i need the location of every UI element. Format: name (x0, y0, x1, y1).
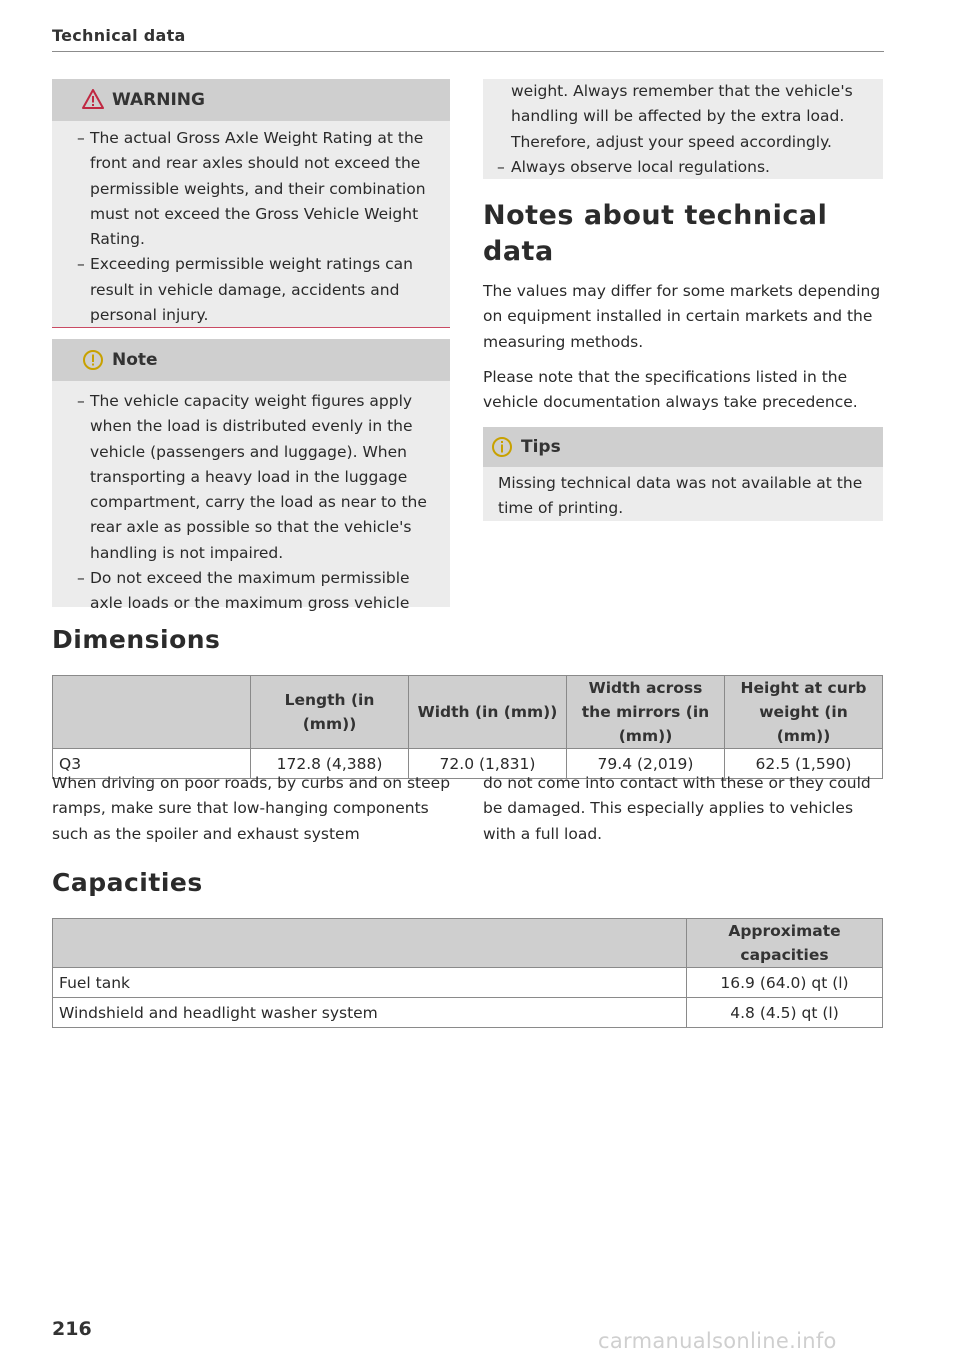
tips-box (483, 427, 883, 521)
header-divider (52, 51, 884, 52)
table-cell: Q3 (53, 749, 251, 779)
table-cell: 62.5 (1,590) (725, 749, 883, 779)
warning-box (52, 79, 450, 328)
table-cell: 172.8 (4,388) (251, 749, 409, 779)
note-item-text: The vehicle capacity weight figures apply when the load is distributed evenly in the vehicle (passengers and luggage). When transporting a heavy load in the luggage compartment, carry the load as near to the rear axle as possible so that the vehicle's handling is not impaired. (90, 392, 427, 562)
running-header: Technical data (52, 26, 186, 45)
table-cell: 16.9 (64.0) qt (l) (687, 968, 883, 998)
note-continued-item: Always observe local regulations. (511, 157, 770, 176)
warning-triangle-icon (82, 89, 104, 109)
note-continued-box (483, 79, 883, 179)
note-continued-text: weight. Always remember that the vehicle's handling will be affected by the extra load. Therefore, adjust your speed accordingly. (511, 82, 853, 151)
table-header-row (53, 676, 883, 749)
note-header (52, 339, 450, 381)
table-row (53, 998, 883, 1028)
table-header-cell: Length (in (mm)) (251, 676, 409, 749)
table-header-row (53, 919, 883, 968)
tips-header (483, 427, 883, 467)
watermark: carmanualsonline.info (598, 1329, 837, 1353)
dimensions-table (52, 675, 883, 779)
warning-body (52, 121, 450, 328)
exclamation-circle-icon (82, 349, 104, 371)
capacities-table (52, 918, 883, 1028)
capacities-title: Capacities (52, 868, 203, 897)
notes-section-title: Notes about technical data (483, 200, 828, 267)
warning-item-text: The actual Gross Axle Weight Rating at the front and rear axles should not exceed the permissible weights, and their combination must not exceed the Gross Vehicle Weight Rating. (90, 129, 426, 249)
table-cell: 72.0 (1,831) (409, 749, 567, 779)
note-item-text: Do not exceed the maximum permissible axle loads or the maximum gross vehicle (90, 569, 410, 613)
tips-title: Tips (521, 437, 561, 457)
warning-title: WARNING (112, 90, 205, 110)
note-continued-body (483, 79, 883, 180)
list-item: – The vehicle capacity weight figures apply when the load is distributed evenly in the vehicle (passengers and luggage). When transporting a heavy load in the luggage compartment, carry the load as near to the rear axle as possible so that the vehicle's handling is not impaired. (77, 392, 427, 562)
dimensions-note-left: When driving on poor roads, by curbs and on steep ramps, make sure that low-hanging components such as the spoiler and exhaust system (52, 774, 451, 843)
list-item: – Exceeding permissible weight ratings can result in vehicle damage, accidents and personal injury. (77, 255, 413, 325)
table-header-cell: Approximate capacities (687, 919, 883, 968)
note-box (52, 339, 450, 613)
table-header-cell (53, 919, 687, 968)
table-header-cell: Width across the mirrors (in (mm)) (567, 676, 725, 749)
note-body (52, 381, 450, 617)
table-row (53, 968, 883, 998)
page-number: 216 (52, 1318, 92, 1340)
table-cell: Windshield and headlight washer system (53, 998, 687, 1028)
info-circle-icon (491, 436, 513, 458)
dimensions-title: Dimensions (52, 625, 221, 654)
list-item: – Always observe local regulations. (497, 157, 770, 176)
warning-item-text: Exceeding permissible weight ratings can result in vehicle damage, accidents and personal injury. (90, 255, 413, 325)
notes-paragraph-2: Please note that the specifications listed in the vehicle documentation always take precedence. (483, 368, 858, 412)
tips-text: Missing technical data was not available at the time of printing. (498, 474, 863, 518)
warning-header (52, 79, 450, 121)
table-header-cell (53, 676, 251, 749)
dimensions-note-right: do not come into contact with these or they could be damaged. This especially applies to vehicles with a full load. (483, 774, 871, 843)
list-item: – The actual Gross Axle Weight Rating at the front and rear axles should not exceed the permissible weights, and their combination must not exceed the Gross Vehicle Weight Rating. (77, 129, 426, 249)
note-title: Note (112, 350, 158, 370)
table-header-cell: Height at curb weight (in (mm)) (725, 676, 883, 749)
notes-paragraph-1: The values may differ for some markets depending on equipment installed in certain markets and the measuring methods. (483, 282, 881, 351)
table-cell: 79.4 (2,019) (567, 749, 725, 779)
table-header-cell: Width (in (mm)) (409, 676, 567, 749)
table-cell: Fuel tank (53, 968, 687, 998)
list-item: – Do not exceed the maximum permissible axle loads or the maximum gross vehicle (77, 569, 410, 613)
table-cell: 4.8 (4.5) qt (l) (687, 998, 883, 1028)
